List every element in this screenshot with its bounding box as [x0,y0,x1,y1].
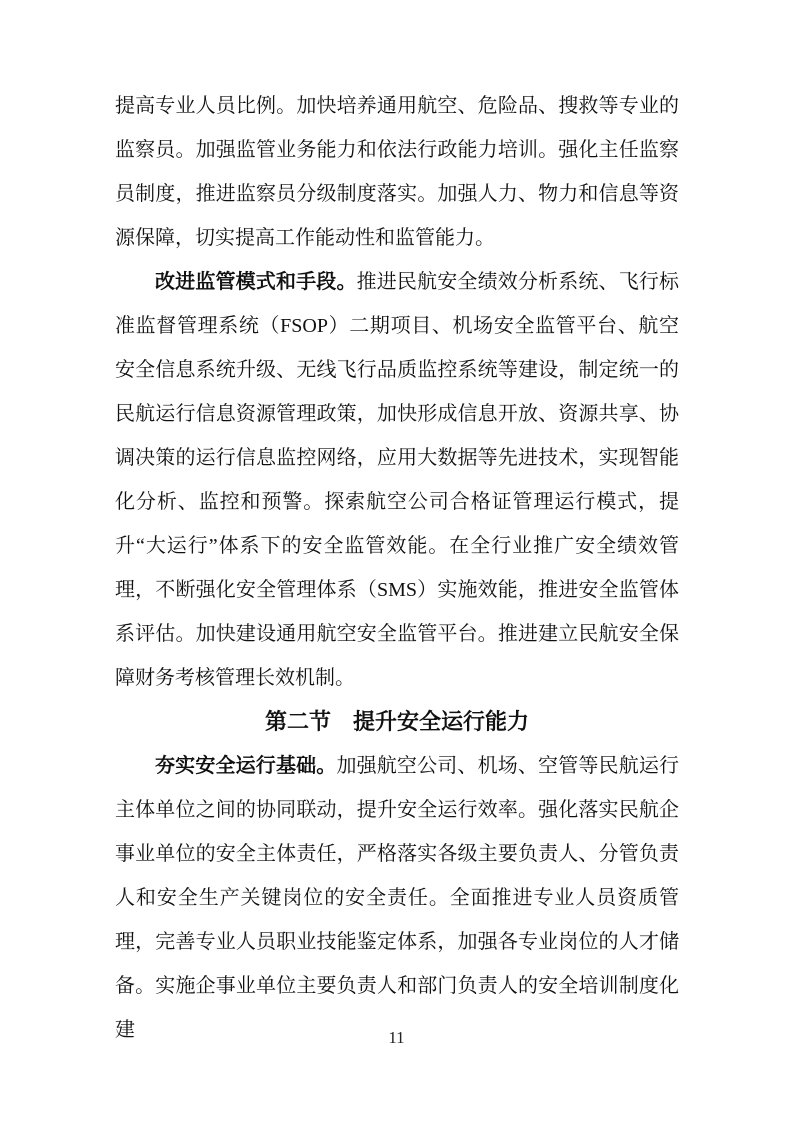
paragraph-2-lead: 改进监管模式和手段。 [155,271,357,293]
paragraph-3-text: 加强航空公司、机场、空管等民航运行主体单位之间的协同联动，提升安全运行效率。强化落实民航企事业单位的安全主体责任，严格落实各级主要负责人、分管负责人和安全生产关键岗位的安全责任。全面推进专业人员资质管理，完善专业人员职业技能鉴定体系，加强各专业岗位的人才储备。实施企事业单位主要负责人和部门负责人的安全培训制度化建 [115,755,680,1041]
paragraph-2 [115,260,679,700]
section-heading: 第二节 提升安全运行能力 [264,709,529,734]
document-text-body [115,84,679,1052]
page-number: 11 [388,1028,405,1047]
paragraph-1 [115,84,679,260]
paragraph-1-text: 提高专业人员比例。加快培养通用航空、危险品、搜救等专业的监察员。加强监管业务能力和依法行政能力培训。强化主任监察员制度，推进监察员分级制度落实。加强人力、物力和信息等资源保障，切实提高工作能动性和监管能力。 [115,95,679,249]
paragraph-2-text: 推进民航安全绩效分析系统、飞行标准监督管理系统（FSOP）二期项目、机场安全监管平台、航空安全信息系统升级、无线飞行品质监控系统等建设，制定统一的民航运行信息资源管理政策，加快形成信息开放、资源共享、协调决策的运行信息监控网络，应用大数据等先进技术，实现智能化分析、监控和预警。探索航空公司合格证管理运行模式，提升“大运行”体系下的安全监管效能。在全行业推广安全绩效管理，不断强化安全管理体系（SMS）实施效能，推进安全监管体系评估。加快建设通用航空安全监管平台。推进建立民航安全保障财务考核管理长效机制。 [115,271,680,689]
paragraph-3 [115,744,679,1052]
paragraph-3-lead: 夯实安全运行基础。 [155,755,337,777]
